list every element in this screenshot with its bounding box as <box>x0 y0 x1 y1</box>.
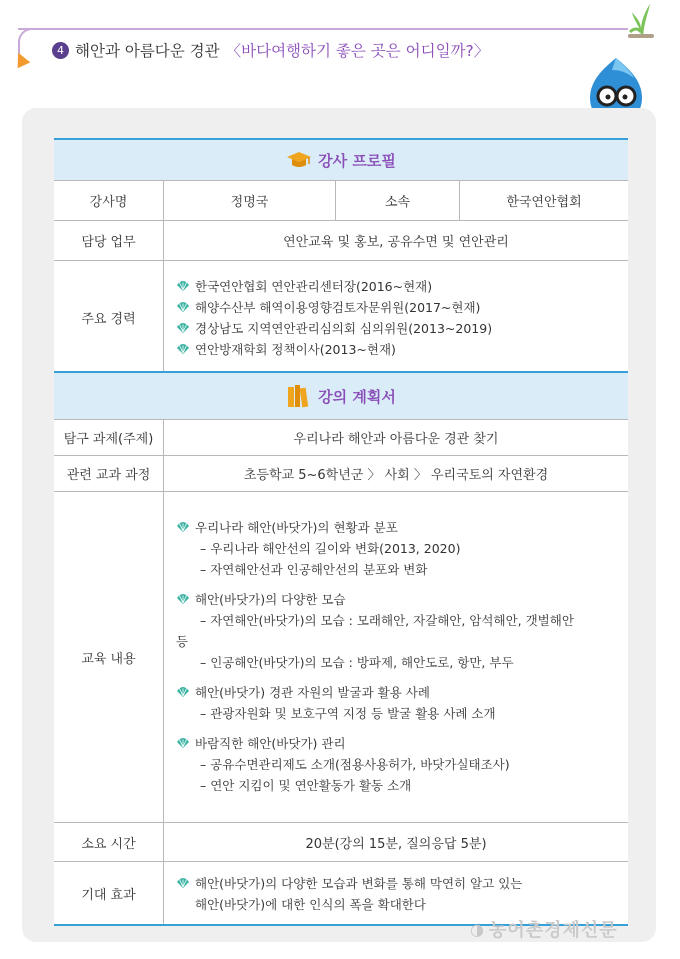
profile-title-band <box>54 138 628 180</box>
curriculum-label: 관련 교과 과정 <box>54 456 164 491</box>
content-group-title-text: 우리나라 해안(바닷가)의 현황과 분포 <box>195 520 398 535</box>
section-heading <box>52 38 489 62</box>
content-group-title <box>176 517 628 538</box>
duty-label: 담당 업무 <box>54 221 164 260</box>
effect-line-text: 해안(바닷가)의 다양한 모습과 변화를 통해 막연히 알고 있는 <box>195 875 523 891</box>
career-item-text: 한국연안협회 연안관리센터장(2016~현재) <box>195 278 433 294</box>
name-value: 정명국 <box>164 181 336 220</box>
shell-bullet-icon <box>176 301 190 313</box>
content-sub-item: – 공유수면관리제도 소개(점용사용허가, 바닷가실태조사) <box>200 757 510 772</box>
duration-value: 20분(강의 15분, 질의응답 5분) <box>305 836 487 852</box>
effect-list <box>164 862 628 924</box>
plan-band-title: 강의 계획서 <box>318 387 396 406</box>
seaweed-icon <box>624 2 658 38</box>
content-sub-item: – 자연해안선과 인공해안선의 분포와 변화 <box>200 562 428 577</box>
career-item <box>176 338 628 359</box>
duty-value: 연안교육 및 홍보, 공유수면 및 연안관리 <box>283 235 509 250</box>
profile-row-career <box>54 261 628 373</box>
section-title: 해안과 아름다운 경관 <box>75 42 220 60</box>
topic-value: 우리나라 해안과 아름다운 경관 찾기 <box>293 432 499 447</box>
effect-label: 기대 효과 <box>54 862 164 924</box>
career-label: 주요 경력 <box>54 261 164 373</box>
plan-row-duration <box>54 823 628 862</box>
publisher-watermark <box>470 916 618 942</box>
affiliation-value: 한국연안협회 <box>506 195 582 210</box>
career-item-text: 해양수산부 해역이용영향검토자문위원(2017~현재) <box>195 299 481 315</box>
profile-row-duty <box>54 221 628 261</box>
graduation-cap-icon <box>286 150 312 170</box>
shell-bullet-icon <box>176 737 190 749</box>
shell-bullet-icon <box>176 322 190 334</box>
career-item-text: 경상남도 지역연안관리심의회 심의위원(2013~2019) <box>195 320 493 336</box>
topic-label: 탐구 과제(주제) <box>54 420 164 455</box>
affiliation-label: 소속 <box>336 181 460 220</box>
books-icon <box>286 384 312 408</box>
section-subtitle: 〈바다여행하기 좋은 곳은 어디일까?〉 <box>225 42 490 60</box>
content-group-title <box>176 589 628 610</box>
section-number-badge: 4 <box>52 42 69 59</box>
shell-bullet-icon <box>176 593 190 605</box>
content-sub-item: – 자연해안(바닷가)의 모습 : 모래해안, 자갈해안, 암석해안, 갯벌해안 <box>200 613 574 628</box>
plan-row-topic <box>54 420 628 456</box>
watermark-text: 농어촌경제신문 <box>488 920 618 941</box>
content-group-title-text: 해안(바닷가) 경관 자원의 발굴과 활용 사례 <box>195 685 430 700</box>
effect-line: 해안(바닷가)에 대한 인식의 폭을 확대한다 <box>195 896 426 912</box>
career-item <box>176 296 628 317</box>
header-rule <box>18 28 628 30</box>
profile-band-title: 강사 프로필 <box>318 151 396 170</box>
shell-bullet-icon <box>176 521 190 533</box>
plan-table <box>54 419 628 926</box>
content-group-title-text: 해안(바닷가)의 다양한 모습 <box>195 592 346 607</box>
content-sub-item: – 관광자원화 및 보호구역 지정 등 발굴 활용 사례 소개 <box>200 706 496 721</box>
career-list <box>164 261 628 373</box>
curriculum-value: 초등학교 5~6학년군 〉 사회 〉 우리국토의 자연환경 <box>243 468 549 483</box>
content-sub-item: – 우리나라 해안선의 길이와 변화(2013, 2020) <box>200 541 461 556</box>
shell-bullet-icon <box>176 686 190 698</box>
shell-bullet-icon <box>176 343 190 355</box>
content-sub-item: – 연안 지킴이 및 연안활동가 활동 소개 <box>200 778 412 793</box>
content-group-title-text: 바람직한 해안(바닷가) 관리 <box>195 736 346 751</box>
content-list <box>164 492 628 822</box>
shell-bullet-icon <box>176 877 190 889</box>
career-item <box>176 317 628 338</box>
plan-title-band <box>54 371 628 419</box>
plan-row-content <box>54 492 628 823</box>
content-label: 교육 내용 <box>54 492 164 822</box>
profile-row-name <box>54 181 628 221</box>
watermark-leaf-icon: ◑ <box>470 919 485 939</box>
effect-line <box>176 872 628 893</box>
plan-row-curriculum <box>54 456 628 492</box>
duration-label: 소요 시간 <box>54 823 164 861</box>
content-group-title <box>176 682 628 703</box>
shell-bullet-icon <box>176 280 190 292</box>
name-label: 강사명 <box>54 181 164 220</box>
content-sub-item: – 인공해안(바닷가)의 모습 : 방파제, 해안도로, 항만, 부두 <box>200 655 514 670</box>
career-item-text: 연안방재학회 정책이사(2013~현재) <box>195 341 396 357</box>
content-group-title <box>176 733 628 754</box>
content-sub-item: 등 <box>176 634 189 649</box>
profile-table <box>54 180 628 373</box>
career-item <box>176 275 628 296</box>
